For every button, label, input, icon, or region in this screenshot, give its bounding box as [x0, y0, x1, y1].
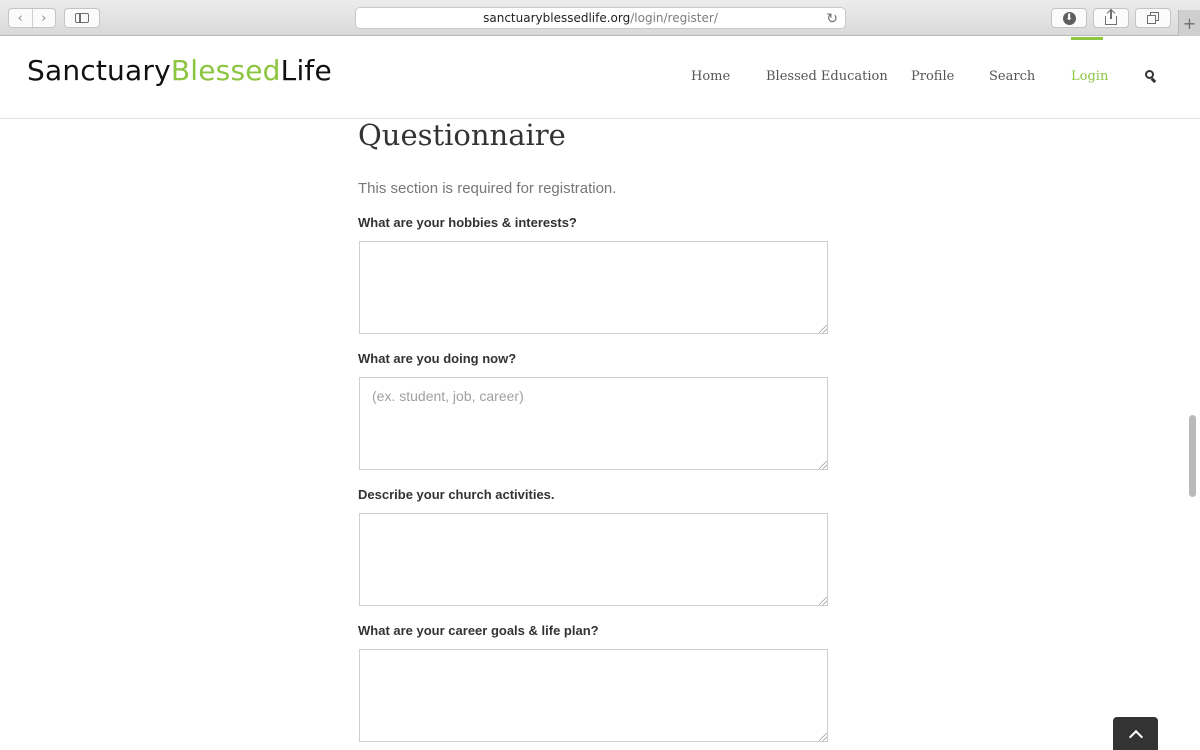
resize-grip-icon[interactable] — [819, 325, 827, 333]
hobbies-field[interactable] — [359, 241, 828, 334]
back-to-top-button[interactable] — [1113, 717, 1158, 750]
url-domain: sanctuaryblessedlife.org — [483, 11, 631, 25]
resize-grip-icon[interactable] — [819, 597, 827, 605]
nav-item-search[interactable]: Search — [989, 69, 1036, 84]
forward-icon: › — [41, 10, 47, 26]
share-button[interactable] — [1093, 8, 1129, 28]
downloads-button[interactable] — [1051, 8, 1087, 28]
share-icon — [1105, 12, 1117, 24]
show-tabs-button[interactable] — [1135, 8, 1171, 28]
resize-grip-icon[interactable] — [819, 733, 827, 741]
back-button[interactable] — [9, 9, 32, 27]
sidebar-toggle-button[interactable] — [64, 8, 100, 28]
url-path: /login/register/ — [630, 11, 718, 25]
current-activity-field[interactable] — [359, 377, 828, 470]
career-goals-field[interactable] — [359, 649, 828, 742]
logo-text-life: Life — [280, 54, 332, 87]
site-header — [0, 37, 1200, 119]
chevron-up-icon — [1128, 729, 1142, 743]
back-icon: ‹ — [17, 10, 23, 26]
church-activities-field[interactable] — [359, 513, 828, 606]
download-icon: ⬇ — [1063, 12, 1076, 25]
nav-item-home[interactable]: Home — [691, 69, 731, 84]
nav-active-indicator — [1071, 37, 1103, 40]
resize-grip-icon[interactable] — [819, 461, 827, 469]
page-scrollbar[interactable] — [1189, 415, 1196, 497]
tabs-icon — [1147, 12, 1159, 24]
section-note: This section is required for registration. — [358, 180, 617, 197]
main-nav — [0, 69, 1200, 89]
church-activities-label: Describe your church activities. — [358, 487, 555, 502]
logo-text-sanctuary: Sanctuary — [27, 54, 171, 87]
hobbies-label: What are your hobbies & interests? — [358, 215, 577, 230]
new-tab-icon: + — [1182, 13, 1197, 33]
nav-item-profile[interactable]: Profile — [911, 69, 955, 84]
new-tab-button[interactable] — [1178, 10, 1200, 36]
current-activity-label: What are you doing now? — [358, 351, 517, 366]
nav-item-login[interactable]: Login — [1071, 69, 1109, 84]
reload-icon[interactable]: ↻ — [826, 11, 838, 27]
sidebar-icon — [75, 13, 89, 23]
logo-text-blessed: Blessed — [170, 54, 281, 87]
page-title: Questionnaire — [358, 118, 566, 152]
magnifier-icon[interactable] — [1145, 70, 1157, 84]
nav-item-blessed-education[interactable]: Blessed Education — [766, 69, 888, 84]
address-bar[interactable] — [355, 7, 846, 29]
career-goals-label: What are your career goals & life plan? — [358, 623, 599, 638]
history-nav — [8, 8, 56, 28]
browser-toolbar — [0, 0, 1200, 36]
forward-button[interactable] — [32, 9, 56, 27]
